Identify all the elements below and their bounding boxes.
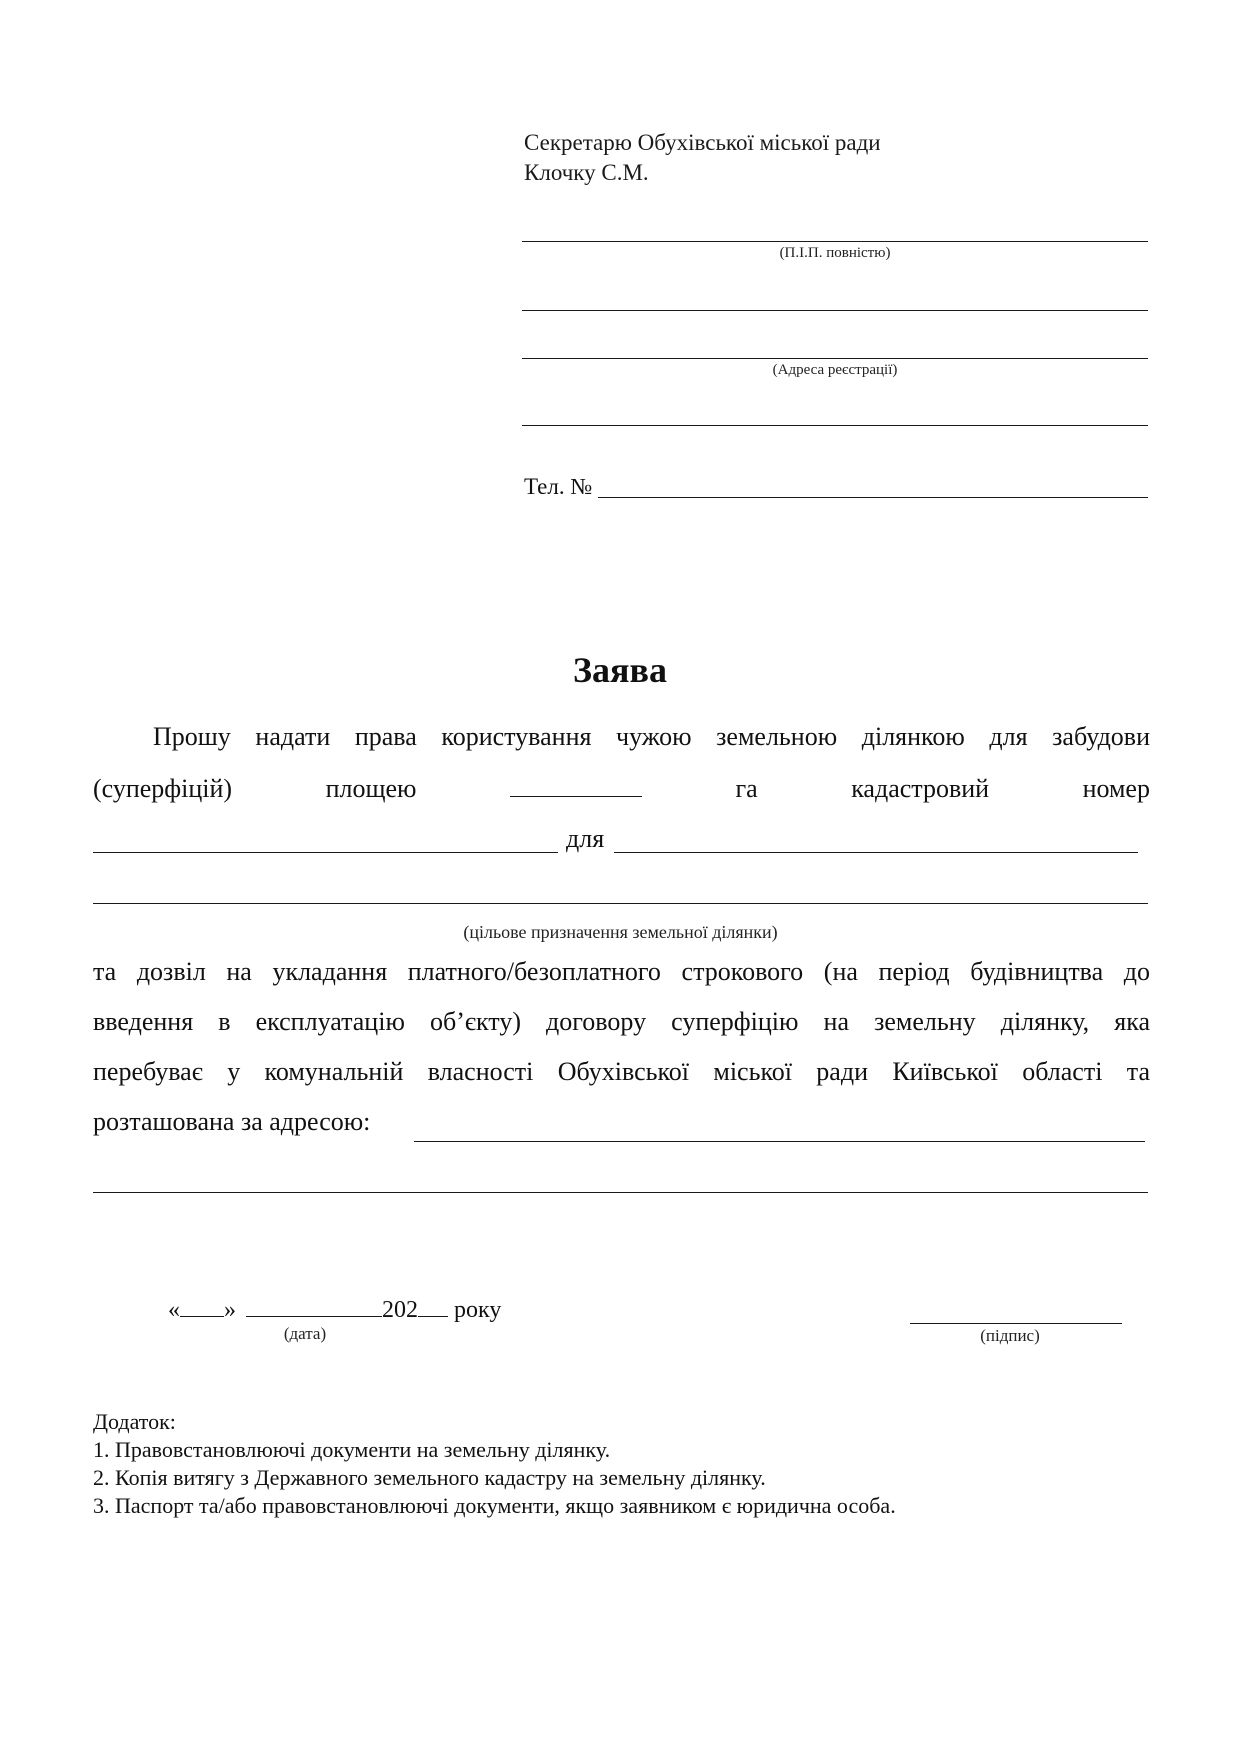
purpose-caption: (цільове призначення земельної ділянки) <box>463 922 778 942</box>
signature-caption: (підпис) <box>980 1326 1040 1345</box>
number-word: номер <box>1082 774 1150 803</box>
area-field[interactable] <box>510 770 642 797</box>
appendix-heading: Додаток: <box>93 1409 176 1434</box>
full-name-caption: (П.І.П. повністю) <box>779 245 891 261</box>
area-word: площею <box>325 774 417 803</box>
month-field[interactable] <box>246 1294 382 1317</box>
superficies-word: (суперфіцій) <box>93 774 233 803</box>
signature-field[interactable] <box>910 1323 1122 1324</box>
address-label: розташована за адресою: <box>93 1107 371 1136</box>
appendix <box>93 1408 896 1520</box>
phone-label: Тел. № <box>524 474 593 499</box>
body-line-7: перебуває у комунальній власності Обухівської міської ради Київської області та <box>93 1057 1150 1086</box>
date-row <box>168 1294 501 1325</box>
body-line-5: та дозвіл на укладання платного/безоплатного строкового (на період будівництва до <box>93 957 1150 986</box>
body-line-6: введення в експлуатацію об’єкту) договору суперфіцію на земельну ділянку, яка <box>93 1007 1150 1036</box>
body-line-1: Прошу надати права користування чужою земельною ділянкою для забудови <box>153 722 1150 751</box>
cadastral-word: кадастровий <box>851 774 990 803</box>
addressee-line-1: Секретарю Обухівської міської ради <box>524 130 881 155</box>
full-name-field[interactable] <box>522 241 1148 242</box>
day-field[interactable] <box>180 1294 224 1317</box>
address-caption: (Адреса реєстрації) <box>772 362 898 378</box>
addressee-line-2: Клочку С.М. <box>524 160 649 185</box>
appendix-item: 3. Паспорт та/або правовстановлюючі документи, якщо заявником є юридична особа. <box>93 1493 896 1518</box>
hectare-word: га <box>735 774 758 803</box>
body-line-2 <box>93 770 1150 806</box>
phone-row <box>524 472 592 502</box>
addressee-block <box>524 128 881 188</box>
address-field-line-1[interactable] <box>522 310 1148 311</box>
close-quote: » <box>224 1297 236 1323</box>
year-suffix: року <box>454 1297 502 1323</box>
year-prefix: 202 <box>382 1297 418 1323</box>
land-address-field-line-1[interactable] <box>414 1141 1145 1142</box>
land-address-field-line-2[interactable] <box>93 1192 1148 1193</box>
document-title: Заява <box>573 650 667 690</box>
appendix-item: 2. Копія витягу з Державного земельного кадастру на земельну ділянку. <box>93 1465 766 1490</box>
address-field-line-3[interactable] <box>522 425 1148 426</box>
address-field-line-2[interactable] <box>522 358 1148 359</box>
appendix-item: 1. Правовстановлюючі документи на земельну ділянку. <box>93 1437 611 1462</box>
body-line-8 <box>93 1105 1150 1139</box>
cadastral-number-field[interactable] <box>93 852 558 853</box>
purpose-field-line-2[interactable] <box>93 903 1148 904</box>
purpose-field-line-1[interactable] <box>614 852 1138 853</box>
open-quote: « <box>168 1297 180 1323</box>
for-word: для <box>566 824 605 853</box>
phone-field[interactable] <box>598 497 1148 498</box>
year-field[interactable] <box>418 1294 448 1317</box>
date-caption: (дата) <box>283 1324 327 1343</box>
